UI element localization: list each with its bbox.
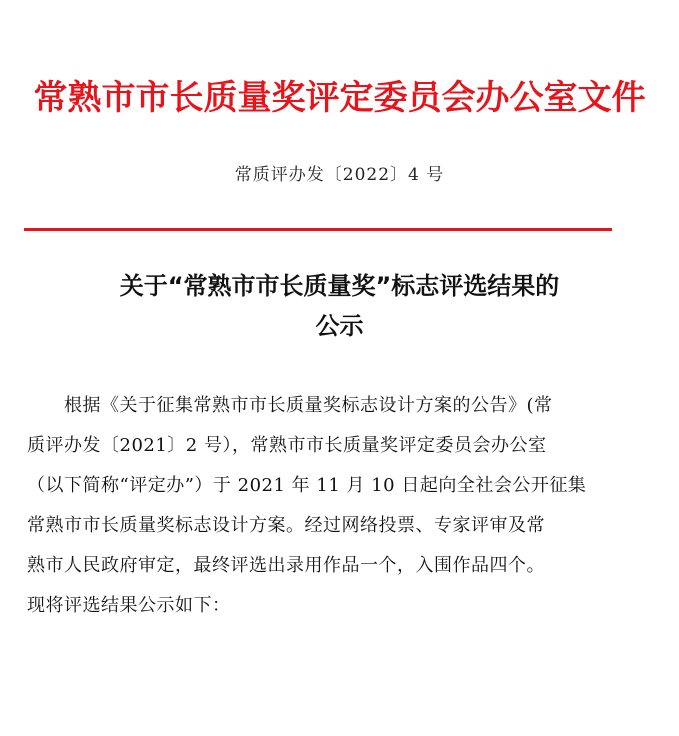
red-divider-line [24, 228, 612, 231]
body-paragraph-line: 现将评选结果公示如下： [27, 595, 231, 616]
notice-title-line-2: 公示 [315, 312, 364, 340]
body-paragraph-line: （以下简称“评定办”）于 2021 年 11 月 10 日起向全社会公开征集 [27, 475, 587, 496]
body-paragraph-line: 质评办发〔2021〕2 号），常熟市市长质量奖评定委员会办公室 [27, 435, 547, 456]
notice-title-line-1: 关于“常熟市市长质量奖”标志评选结果的 [119, 272, 560, 300]
document-number: 常质评办发〔2022〕4 号 [234, 165, 445, 185]
body-paragraph-line: 常熟市市长质量奖标志设计方案。经过网络投票、专家评审及常 [27, 515, 545, 536]
body-paragraph-line: 熟市人民政府审定，最终评选出录用作品一个，入围作品四个。 [27, 555, 545, 576]
masthead-title: 常熟市市长质量奖评定委员会办公室文件 [33, 78, 646, 118]
body-paragraph-line: 根据《关于征集常熟市市长质量奖标志设计方案的公告》(常 [27, 395, 553, 416]
